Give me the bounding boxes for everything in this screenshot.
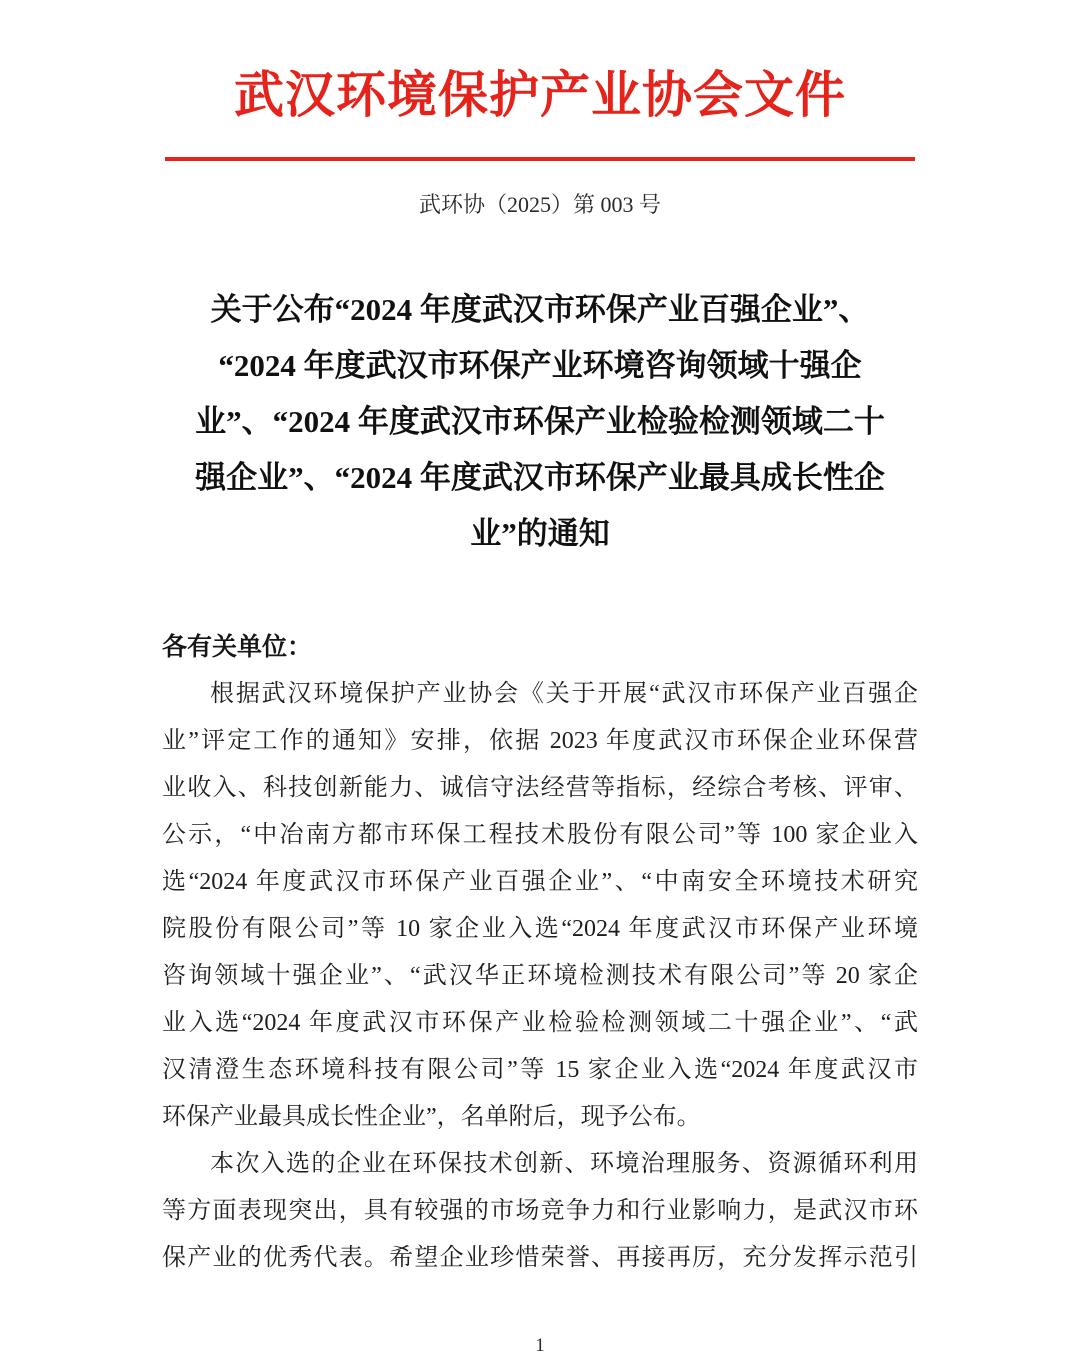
red-divider-line <box>165 157 915 161</box>
body-text-line: 咨询领域十强企业”、“武汉华正环境检测技术有限公司”等 20 家企 <box>162 963 918 989</box>
document-body <box>162 624 918 1282</box>
body-text-line: 公示，“中冶南方都市环保工程技术股份有限公司”等 100 家企业入 <box>162 822 918 848</box>
document-title-line: 业”、“2024 年度武汉市环保产业检验检测领域二十 <box>195 404 885 439</box>
document-header-title: 武汉环境保护产业协会文件 <box>234 67 846 123</box>
body-text-line: 院股份有限公司”等 10 家企业入选“2024 年度武汉市环保产业环境 <box>162 916 918 942</box>
document-title <box>162 282 918 562</box>
body-text-line: 本次入选的企业在环保技术创新、环境治理服务、资源循环利用 <box>210 1151 918 1177</box>
document-title-line: 业”的通知 <box>470 516 610 551</box>
body-text <box>162 671 918 1282</box>
salutation: 各有关单位： <box>162 633 313 661</box>
body-text-line: 汉清澄生态环境科技有限公司”等 15 家企业入选“2024 年度武汉市 <box>162 1057 918 1083</box>
document-title-line: “2024 年度武汉市环保产业环境咨询领域十强企 <box>218 348 862 383</box>
body-text-line: 业”评定工作的通知》安排，依据 2023 年度武汉市环保企业环保营 <box>162 728 918 754</box>
document-number: 武环协（2025）第 003 号 <box>418 192 661 217</box>
page-number: 1 <box>535 1335 545 1356</box>
body-text-line: 业收入、科技创新能力、诚信守法经营等指标，经综合考核、评审、 <box>162 775 918 801</box>
body-text-line: 业入选“2024 年度武汉市环保产业检验检测领域二十强企业”、“武 <box>162 1010 918 1036</box>
body-text-line: 选“2024 年度武汉市环保产业百强企业”、“中南安全环境技术研究 <box>162 869 918 895</box>
body-text-line: 环保产业最具成长性企业”，名单附后，现予公布。 <box>162 1104 701 1130</box>
document-title-line: 强企业”、“2024 年度武汉市环保产业最具成长性企 <box>195 460 885 495</box>
document-title-line: 关于公布“2024 年度武汉市环保产业百强企业”、 <box>210 292 870 327</box>
body-text-line: 根据武汉环境保护产业协会《关于开展“武汉市环保产业百强企 <box>210 681 918 707</box>
body-text-line: 保产业的优秀代表。希望企业珍惜荣誉、再接再厉，充分发挥示范引 <box>162 1245 918 1271</box>
body-text-line: 等方面表现突出，具有较强的市场竞争力和行业影响力，是武汉市环 <box>162 1198 918 1224</box>
